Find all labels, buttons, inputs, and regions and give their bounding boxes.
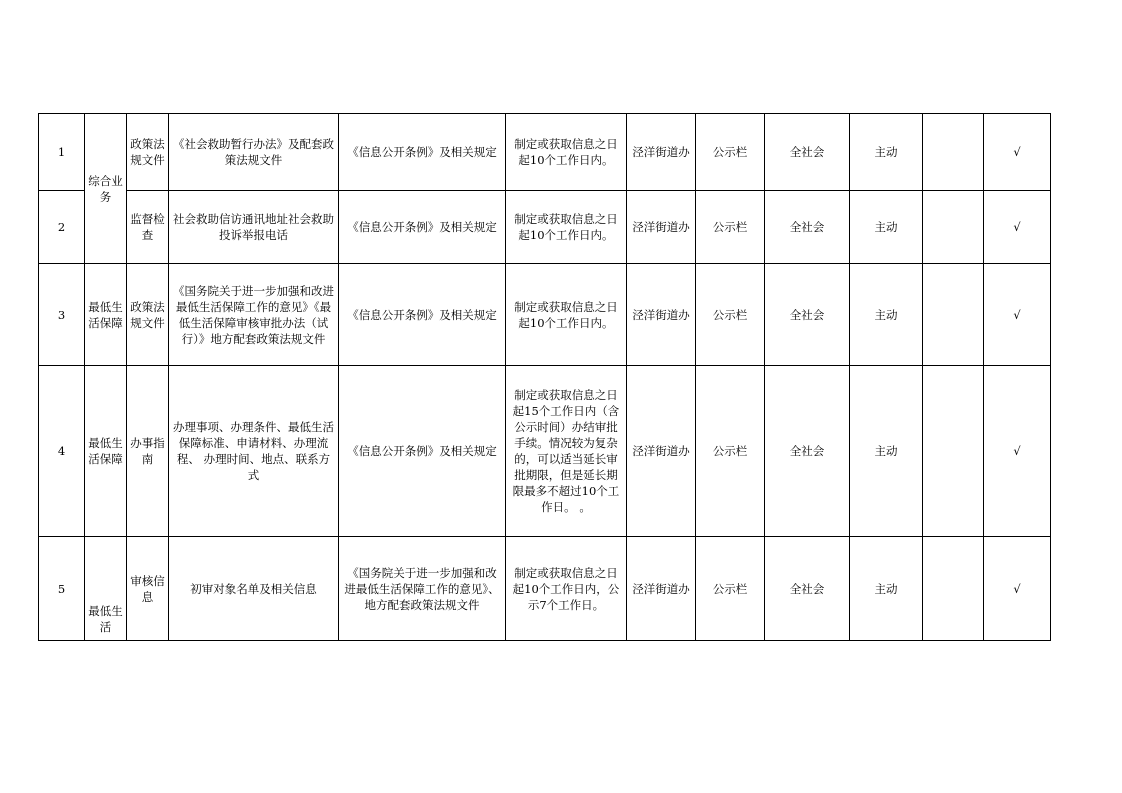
row-number: 2 [39, 191, 85, 264]
mode-cell: 主动 [850, 264, 923, 366]
row-number: 1 [39, 114, 85, 191]
check-mark-cell: √ [984, 366, 1051, 537]
scope-cell: 全社会 [765, 537, 850, 641]
table-row [39, 191, 1051, 264]
content-cell: 初审对象名单及相关信息 [169, 537, 339, 641]
category-cell: 综合业务 [85, 114, 127, 264]
note-cell [923, 114, 984, 191]
table-row [39, 264, 1051, 366]
time-limit-cell: 制定或获取信息之日起10个工作日内，公示7个工作日。 [506, 537, 627, 641]
subcategory-cell: 监督检查 [127, 191, 169, 264]
table-row [39, 366, 1051, 537]
content-cell: 《社会救助暂行办法》及配套政策法规文件 [169, 114, 339, 191]
note-cell [923, 366, 984, 537]
category-cell: 最低生活保障 [85, 264, 127, 366]
scope-cell: 全社会 [765, 191, 850, 264]
category-label: 最低生活 [88, 604, 123, 634]
basis-cell: 《信息公开条例》及相关规定 [339, 191, 506, 264]
subcategory-cell: 审核信息 [127, 537, 169, 641]
subject-cell: 泾洋街道办 [627, 191, 696, 264]
channel-cell: 公示栏 [696, 264, 765, 366]
time-limit-cell: 制定或获取信息之日起10个工作日内。 [506, 264, 627, 366]
channel-cell: 公示栏 [696, 537, 765, 641]
note-cell [923, 264, 984, 366]
basis-cell: 《信息公开条例》及相关规定 [339, 264, 506, 366]
time-limit-cell: 制定或获取信息之日起10个工作日内。 [506, 191, 627, 264]
channel-cell: 公示栏 [696, 114, 765, 191]
content-cell: 社会救助信访通讯地址社会救助投诉举报电话 [169, 191, 339, 264]
category-cell [85, 537, 127, 641]
row-number: 5 [39, 537, 85, 641]
mode-cell: 主动 [850, 366, 923, 537]
mode-cell: 主动 [850, 537, 923, 641]
scope-cell: 全社会 [765, 264, 850, 366]
check-mark-cell: √ [984, 264, 1051, 366]
channel-cell: 公示栏 [696, 191, 765, 264]
subject-cell: 泾洋街道办 [627, 264, 696, 366]
row-number: 4 [39, 366, 85, 537]
basis-cell: 《信息公开条例》及相关规定 [339, 366, 506, 537]
content-cell: 办理事项、办理条件、最低生活 保障标准、申请材料、办理流程、 办理时间、地点、联系方式 [169, 366, 339, 537]
subcategory-cell: 政策法规文件 [127, 114, 169, 191]
check-mark-cell: √ [984, 114, 1051, 191]
channel-cell: 公示栏 [696, 366, 765, 537]
note-cell [923, 537, 984, 641]
category-cell: 最低生活保障 [85, 366, 127, 537]
mode-cell: 主动 [850, 191, 923, 264]
table-row [39, 537, 1051, 641]
subject-cell: 泾洋街道办 [627, 366, 696, 537]
subject-cell: 泾洋街道办 [627, 537, 696, 641]
time-limit-cell: 制定或获取信息之日起15个工作日内（含公示时间）办结审批手续。情况较为复杂的，可以适当延长审批期限，但是延长期限最多不超过10个工作日。 。 [506, 366, 627, 537]
scope-cell: 全社会 [765, 114, 850, 191]
scope-cell: 全社会 [765, 366, 850, 537]
table-row [39, 114, 1051, 191]
subject-cell: 泾洋街道办 [627, 114, 696, 191]
subcategory-cell: 政策法规文件 [127, 264, 169, 366]
content-cell: 《国务院关于进一步加强和改进最低生活保障工作的意见》《最低生活保障审核审批办法（试行）》地方配套政策法规文件 [169, 264, 339, 366]
disclosure-table [38, 113, 1051, 641]
basis-cell: 《信息公开条例》及相关规定 [339, 114, 506, 191]
check-mark-cell: √ [984, 191, 1051, 264]
row-number: 3 [39, 264, 85, 366]
note-cell [923, 191, 984, 264]
time-limit-cell: 制定或获取信息之日起10个工作日内。 [506, 114, 627, 191]
mode-cell: 主动 [850, 114, 923, 191]
check-mark-cell: √ [984, 537, 1051, 641]
basis-cell: 《国务院关于进一步加强和改进最低生活保障工作的意见》、地方配套政策法规文件 [339, 537, 506, 641]
subcategory-cell: 办事指南 [127, 366, 169, 537]
